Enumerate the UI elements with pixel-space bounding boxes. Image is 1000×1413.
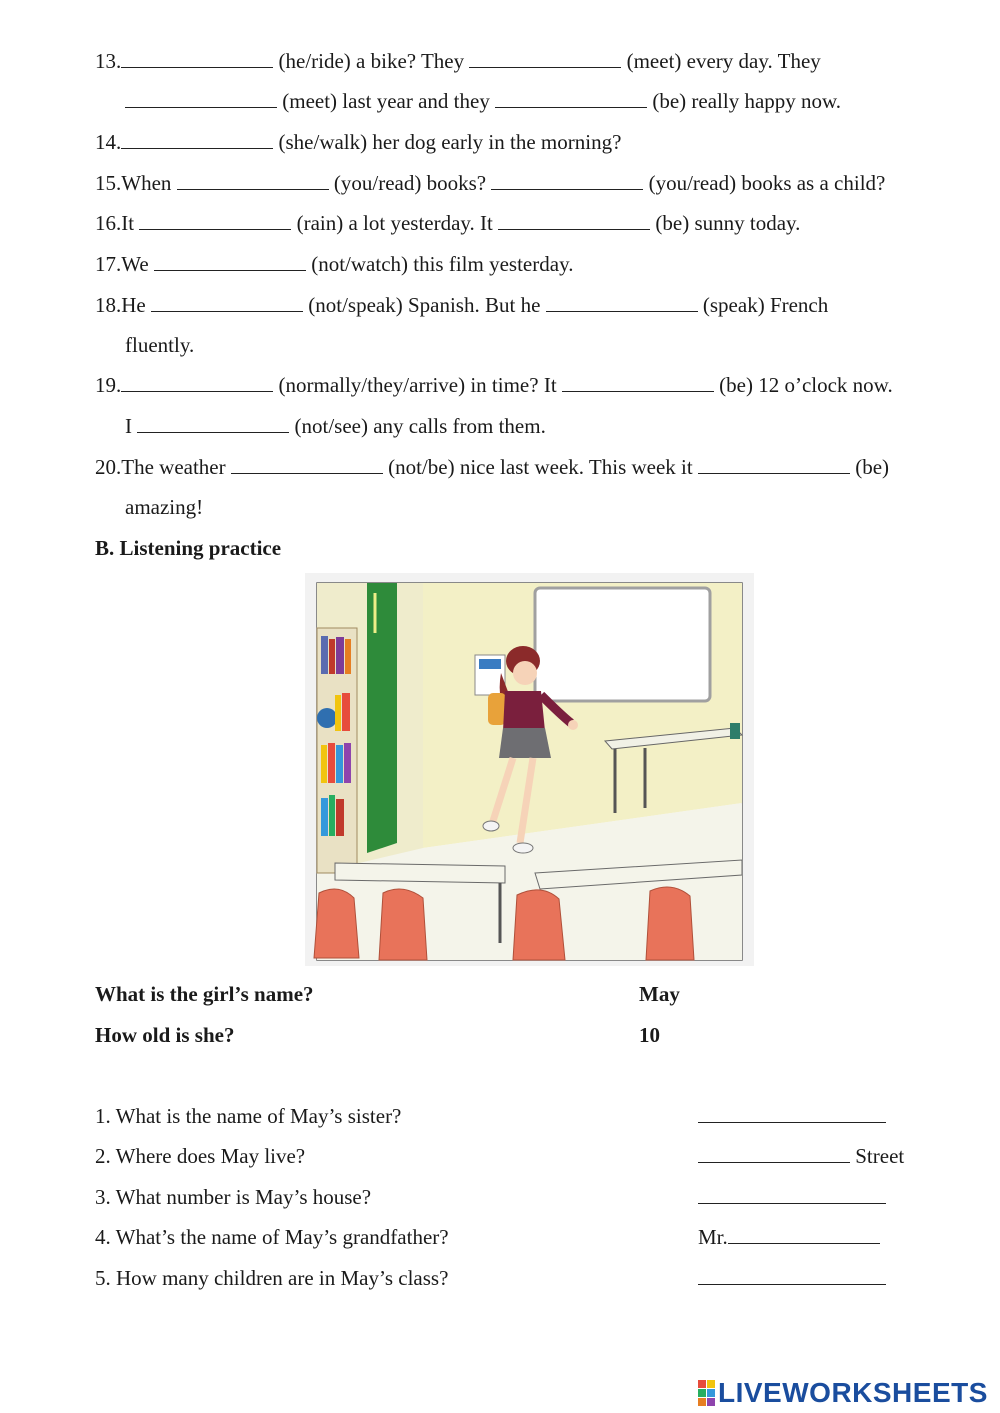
exercise-19-line-2 <box>125 414 546 438</box>
answer-blank[interactable] <box>137 414 289 433</box>
exercise-15 <box>95 171 885 195</box>
exercise-text: 16.It <box>95 211 135 235</box>
exercise-13-line-1 <box>95 49 821 73</box>
classroom-illustration <box>305 573 754 966</box>
exercise-text: (meet) last year and they <box>282 89 490 113</box>
answer-blank[interactable] <box>151 293 303 312</box>
answer-blank[interactable] <box>121 373 273 392</box>
exercise-text: (be) sunny today. <box>655 211 801 235</box>
exercise-17 <box>95 252 573 276</box>
answer-blank[interactable] <box>177 171 329 190</box>
exercise-text: 20.The weather <box>95 455 226 479</box>
answer-blank[interactable] <box>491 171 643 190</box>
exercise-text: (she/walk) her dog early in the morning? <box>278 130 622 154</box>
answer-blank[interactable] <box>154 252 306 271</box>
exercise-text: (be) really happy now. <box>652 89 842 113</box>
answer-prefix: Mr. <box>698 1225 728 1249</box>
listening-question-2: 2. Where does May live? <box>95 1144 306 1168</box>
answer-blank[interactable] <box>546 293 698 312</box>
section-b-title: B. Listening practice <box>95 536 282 560</box>
door <box>367 583 397 853</box>
exercise-text: (be) 12 o’clock now. <box>719 373 893 397</box>
answer-blank[interactable] <box>139 211 291 230</box>
answer-blank[interactable] <box>231 455 383 474</box>
example-question-name: What is the girl’s name? <box>95 982 314 1006</box>
answer-blank[interactable] <box>469 49 621 68</box>
exercise-number: 14. <box>95 130 122 154</box>
exercise-number: 13. <box>95 49 122 73</box>
exercise-13-line-2 <box>125 89 841 113</box>
bookshelf <box>317 628 357 873</box>
exercise-18-line-1 <box>95 293 828 317</box>
listening-question-3: 3. What number is May’s house? <box>95 1185 372 1209</box>
exercise-text: (you/read) books as a child? <box>648 171 886 195</box>
listening-answer-1 <box>698 1104 886 1128</box>
exercise-text: 17.We <box>95 252 149 276</box>
exercise-20-line-2: amazing! <box>125 495 204 519</box>
answer-blank[interactable] <box>562 373 714 392</box>
exercise-text: (be) <box>855 455 890 479</box>
liveworksheets-logo[interactable] <box>698 1376 988 1410</box>
globe <box>317 708 337 728</box>
logo-text: LIVEWORKSHEETS <box>718 1377 988 1408</box>
answer-blank[interactable] <box>698 1266 886 1285</box>
exercise-text: (meet) every day. They <box>626 49 821 73</box>
answer-blank[interactable] <box>698 1104 886 1123</box>
example-answer-name: May <box>639 982 680 1006</box>
exercise-20-line-1 <box>95 455 889 479</box>
example-answer-age: 10 <box>639 1023 660 1047</box>
whiteboard <box>535 588 710 701</box>
exercise-text: (not/watch) this film yesterday. <box>311 252 574 276</box>
exercise-19-line-1 <box>95 373 893 397</box>
answer-blank[interactable] <box>495 89 647 108</box>
exercise-text: (he/ride) a bike? They <box>278 49 465 73</box>
listening-question-5: 5. How many children are in May’s class? <box>95 1266 449 1290</box>
backpack <box>488 693 506 725</box>
listening-answer-2 <box>698 1144 904 1168</box>
answer-blank[interactable] <box>121 130 273 149</box>
answer-blank[interactable] <box>698 455 850 474</box>
exercise-text: (you/read) books? <box>333 171 487 195</box>
exercise-text: (rain) a lot yesterday. It <box>296 211 493 235</box>
exercise-text: 15.When <box>95 171 172 195</box>
answer-blank[interactable] <box>698 1144 850 1163</box>
liveworksheets-logo-icon <box>698 1380 715 1406</box>
desk-left <box>335 863 505 883</box>
listening-question-1: 1. What is the name of May’s sister? <box>95 1104 402 1128</box>
listening-answer-5 <box>698 1266 886 1290</box>
example-question-age: How old is she? <box>95 1023 235 1047</box>
exercise-text: (not/speak) Spanish. But he <box>308 293 541 317</box>
answer-blank[interactable] <box>698 1185 886 1204</box>
answer-blank[interactable] <box>121 49 273 68</box>
answer-blank[interactable] <box>728 1225 880 1244</box>
answer-blank[interactable] <box>498 211 650 230</box>
exercise-18-line-2: fluently. <box>125 333 195 357</box>
exercise-14 <box>95 130 621 154</box>
exercise-text: (speak) French <box>702 293 829 317</box>
exercise-text: (not/see) any calls from them. <box>294 414 546 438</box>
exercise-text: (normally/they/arrive) in time? It <box>278 373 557 397</box>
answer-suffix: Street <box>855 1144 905 1168</box>
answer-blank[interactable] <box>125 89 277 108</box>
exercise-number: 19. <box>95 373 122 397</box>
exercise-text: (not/be) nice last week. This week it <box>388 455 693 479</box>
exercise-text: I <box>125 414 132 438</box>
exercise-text: 18.He <box>95 293 146 317</box>
listening-answer-3 <box>698 1185 886 1209</box>
listening-answer-4 <box>698 1225 880 1249</box>
exercise-16 <box>95 211 800 235</box>
listening-question-4: 4. What’s the name of May’s grandfather? <box>95 1225 449 1249</box>
